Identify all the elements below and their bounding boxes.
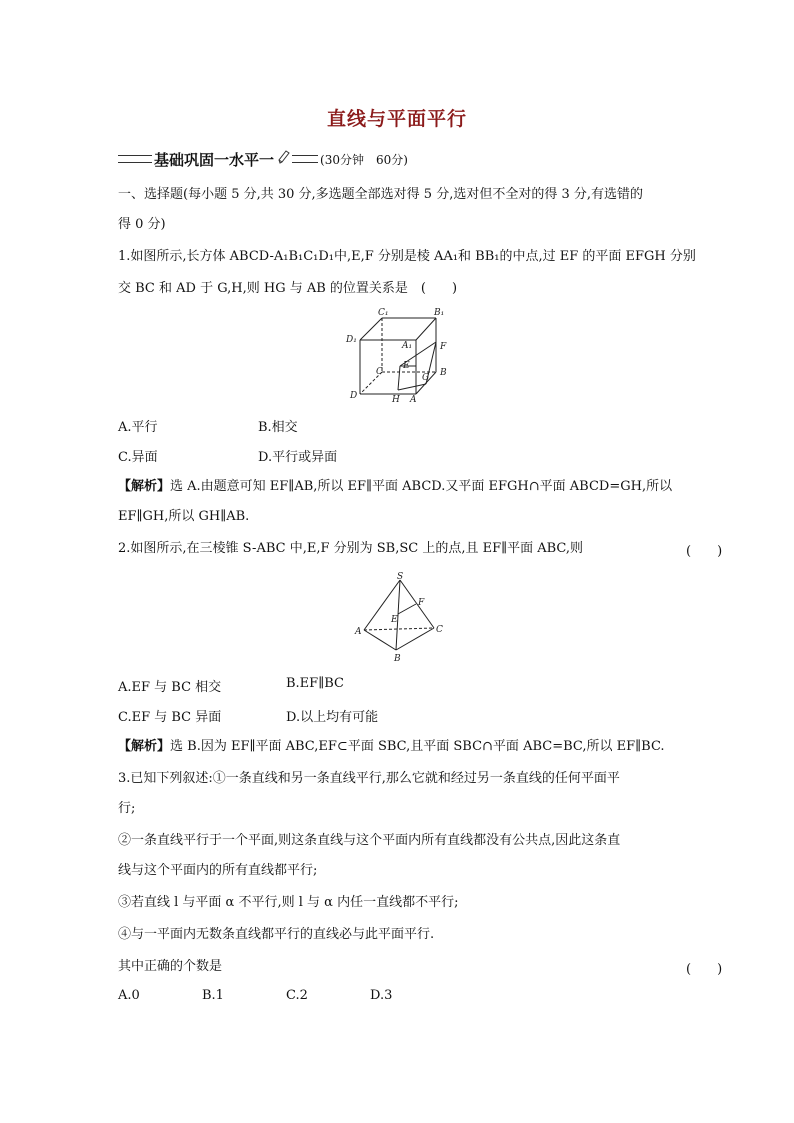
label-c1: C₁ [378,308,389,318]
q1-option-b: B.相交 [258,420,298,435]
instructions-line-1: 一、选择题(每小题 5 分,共 30 分,多选题全部选对得 5 分,选对但不全对的得 3 分,有选错的 [118,187,644,202]
q3-option-c: C.2 [286,988,308,1003]
q3-option-b: B.1 [202,988,224,1003]
analysis-tag: 【解析】 [118,739,171,754]
q1-analysis-text-1: 选 A.由题意可知 EF∥AB,所以 EF∥平面 ABCD.又平面 EFGH∩平面 ABCD=GH,所以 [170,479,673,494]
label-d1: D₁ [346,335,357,345]
pencil-icon [277,149,291,169]
cuboid-figure [340,304,460,406]
question-3-line-6: ④与一平面内无数条直线都平行的直线必与此平面平行. [118,927,435,942]
page-title: 直线与平面平行 [326,108,467,130]
section-header [118,148,408,170]
q2-option-c: C.EF 与 BC 异面 [118,710,222,725]
q2-option-d: D.以上均有可能 [286,710,379,725]
q3-answer-paren: ( ) [686,962,723,977]
label-g: G [422,373,430,383]
label-b1: B₁ [434,308,445,318]
label-d: D [350,391,358,401]
q1-option-d: D.平行或异面 [258,450,338,465]
question-1-line-1: 1.如图所示,长方体 ABCD-A₁B₁C₁D₁中,E,F 分别是棱 AA₁和 BB₁的中点,过 EF 的平面 EFGH 分别 [118,249,696,264]
label-b: B [440,368,447,378]
question-3-line-2: 行; [118,801,136,816]
label-b2: B [394,654,401,664]
q1-analysis-line-1 [118,478,678,496]
q2-analysis-line-1 [118,738,678,756]
q3-option-a: A.0 [118,988,140,1003]
label-f: F [440,342,447,352]
question-2-line-1: 2.如图所示,在三棱锥 S-ABC 中,E,F 分别为 SB,SC 上的点,且 EF∥平面 ABC,则 [118,541,584,556]
q2-answer-paren: ( ) [686,544,723,559]
label-e: E [403,361,410,371]
question-3-line-3: ②一条直线平行于一个平面,则这条直线与这个平面内所有直线都没有公共点,因此这条直 [118,833,621,848]
question-3-line-7: 其中正确的个数是 [118,959,223,974]
label-a1: A₁ [402,341,413,351]
section-time: (30分钟 60分) [320,152,408,167]
tetrahedron-figure [354,572,448,664]
q3-option-d: D.3 [370,988,393,1003]
q2-option-a: A.EF 与 BC 相交 [118,680,222,695]
section-label: 基础巩固一水平一 [154,150,275,169]
label-f2: F [418,598,425,608]
label-a2: A [355,627,362,637]
label-h: H [392,395,400,405]
label-e2: E [391,615,398,625]
q1-option-a: A.平行 [118,420,158,435]
question-3-line-1: 3.已知下列叙述:①一条直线和另一条直线平行,那么它就和经过另一条直线的任何平面平 [118,771,620,786]
analysis-tag: 【解析】 [118,479,171,494]
instructions-line-2: 得 0 分) [118,217,166,232]
q1-analysis-line-2: EF∥GH,所以 GH∥AB. [118,509,250,524]
question-3-line-4: 线与这个平面内的所有直线都平行; [118,863,318,878]
q2-analysis-text-1: 选 B.因为 EF∥平面 ABC,EF⊂平面 SBC,且平面 SBC∩平面 ABC=BC,所以 EF∥BC. [170,739,665,754]
double-rule-right [292,155,318,163]
question-1-line-2: 交 BC 和 AD 于 G,H,则 HG 与 AB 的位置关系是 ( ) [118,281,458,296]
label-s: S [397,572,404,582]
question-3-line-5: ③若直线 l 与平面 α 不平行,则 l 与 α 内任一直线都不平行; [118,895,459,910]
label-c2: C [436,625,443,635]
q2-option-b: B.EF∥BC [286,676,344,691]
label-a: A [410,395,417,405]
double-rule-left [118,155,152,163]
label-c: C [376,367,383,377]
q1-option-c: C.异面 [118,450,158,465]
